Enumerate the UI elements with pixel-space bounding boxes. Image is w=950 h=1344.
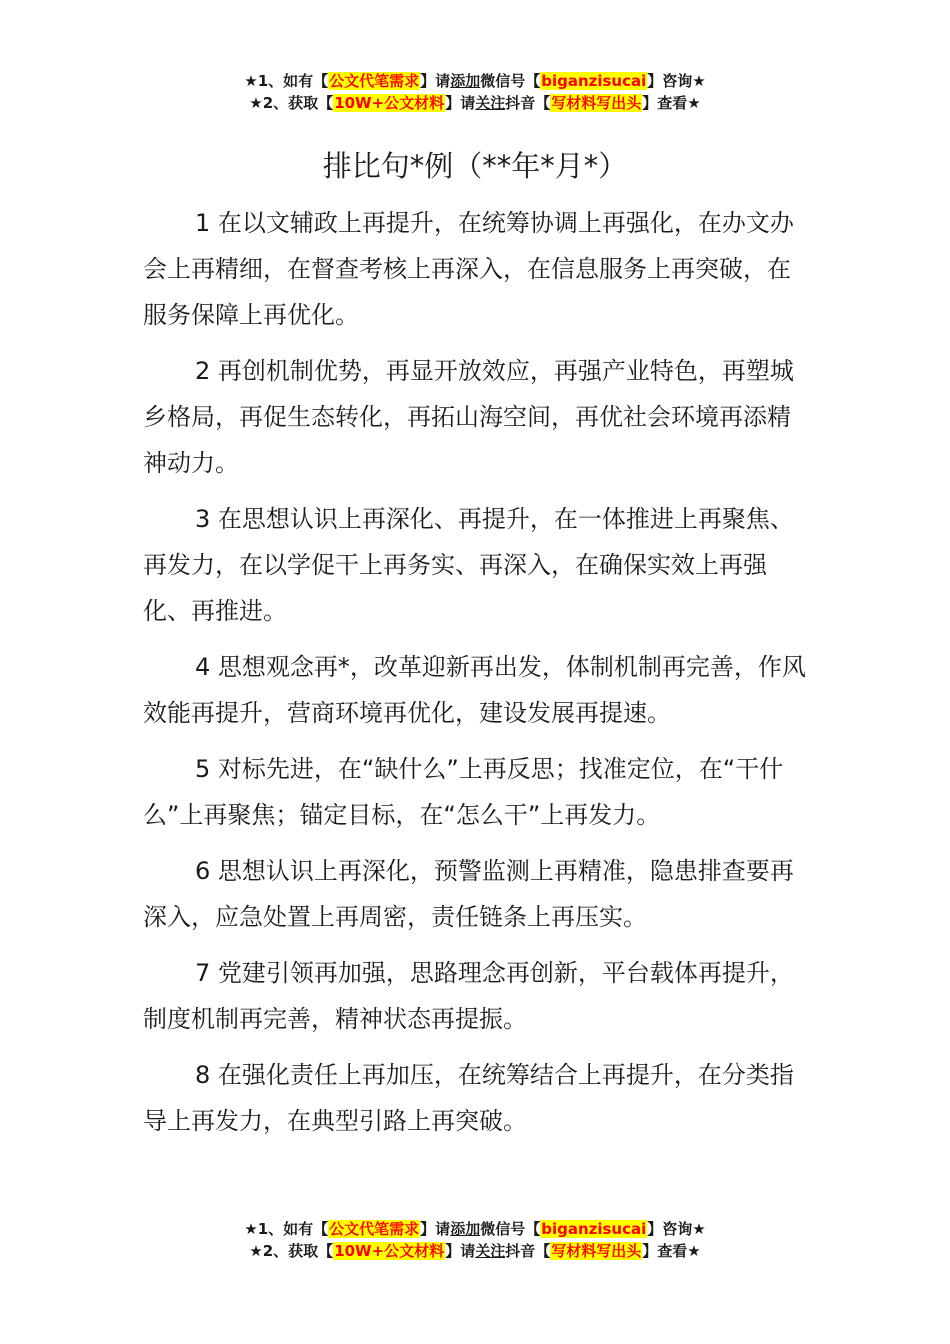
banner-text: 微信号【: [480, 1220, 541, 1238]
banner-text: 】查看★: [642, 1242, 701, 1260]
underlined-text: 添加: [450, 1220, 481, 1238]
paragraph: 4 思想观念再*，改革迎新再出发，体制机制再完善，作风效能再提升，营商环境再优化，建设发展再提速。: [143, 653, 806, 727]
banner-text: ★2、获取【: [249, 94, 334, 112]
banner-text: 】请: [420, 72, 451, 90]
banner-line-1: [0, 70, 950, 92]
highlight-text: 公文代笔需求: [329, 72, 420, 90]
banner-text: 微信号【: [480, 72, 541, 90]
banner-line-2: [0, 1240, 950, 1262]
header-banner: [0, 70, 950, 114]
underlined-text: 关注: [475, 1242, 506, 1260]
paragraph: 7 党建引领再加强，思路理念再创新，平台载体再提升，制度机制再完善，精神状态再提振。: [143, 959, 794, 1033]
underlined-text: 添加: [450, 72, 481, 90]
banner-text: 】请: [445, 1242, 476, 1260]
banner-text: 抖音【: [505, 1242, 551, 1260]
banner-text: 】咨询★: [647, 1220, 706, 1238]
paragraph: 5 对标先进，在“缺什么”上再反思；找准定位，在“干什么”上再聚焦；锚定目标，在“怎么干”上再发力。: [143, 755, 784, 829]
paragraph: 6 思想认识上再深化，预警监测上再精准，隐患排查要再深入，应急处置上再周密，责任链条上再压实。: [143, 857, 794, 931]
banner-text: 】请: [420, 1220, 451, 1238]
banner-text: ★2、获取【: [249, 1242, 334, 1260]
underlined-text: 关注: [475, 94, 506, 112]
highlight-text: 10W+公文材料: [334, 94, 445, 112]
paragraph: 3 在思想认识上再深化、再提升，在一体推进上再聚焦、再发力，在以学促干上再务实、再深入，在确保实效上再强化、再推进。: [143, 505, 794, 625]
highlight-text: 10W+公文材料: [334, 1242, 445, 1260]
banner-line-2: [0, 92, 950, 114]
paragraph: 8 在强化责任上再加压，在统筹结合上再提升，在分类指导上再发力，在典型引路上再突破。: [143, 1061, 794, 1135]
banner-text: 】查看★: [642, 94, 701, 112]
banner-line-1: [0, 1218, 950, 1240]
banner-text: ★1、如有【: [244, 72, 329, 90]
document-title: 排比句*例（**年*月*）: [322, 149, 628, 183]
paragraph: 1 在以文辅政上再提升，在统筹协调上再强化，在办文办会上再精细，在督查考核上再深入，在信息服务上再突破，在服务保障上再优化。: [143, 209, 794, 329]
document-body: [143, 200, 808, 1154]
banner-text: 抖音【: [505, 94, 551, 112]
banner-text: 】咨询★: [647, 72, 706, 90]
footer-banner: [0, 1218, 950, 1262]
paragraph: 2 再创机制优势，再显开放效应，再强产业特色，再塑城乡格局，再促生态转化，再拓山海空间，再优社会环境再添精神动力。: [143, 357, 794, 477]
banner-text: 】请: [445, 94, 476, 112]
highlight-text: 公文代笔需求: [329, 1220, 420, 1238]
highlight-text: 写材料写出头: [551, 1242, 642, 1260]
banner-text: ★1、如有【: [244, 1220, 329, 1238]
highlight-text: biganzisucai: [541, 72, 647, 90]
highlight-text: 写材料写出头: [551, 94, 642, 112]
highlight-text: biganzisucai: [541, 1220, 647, 1238]
